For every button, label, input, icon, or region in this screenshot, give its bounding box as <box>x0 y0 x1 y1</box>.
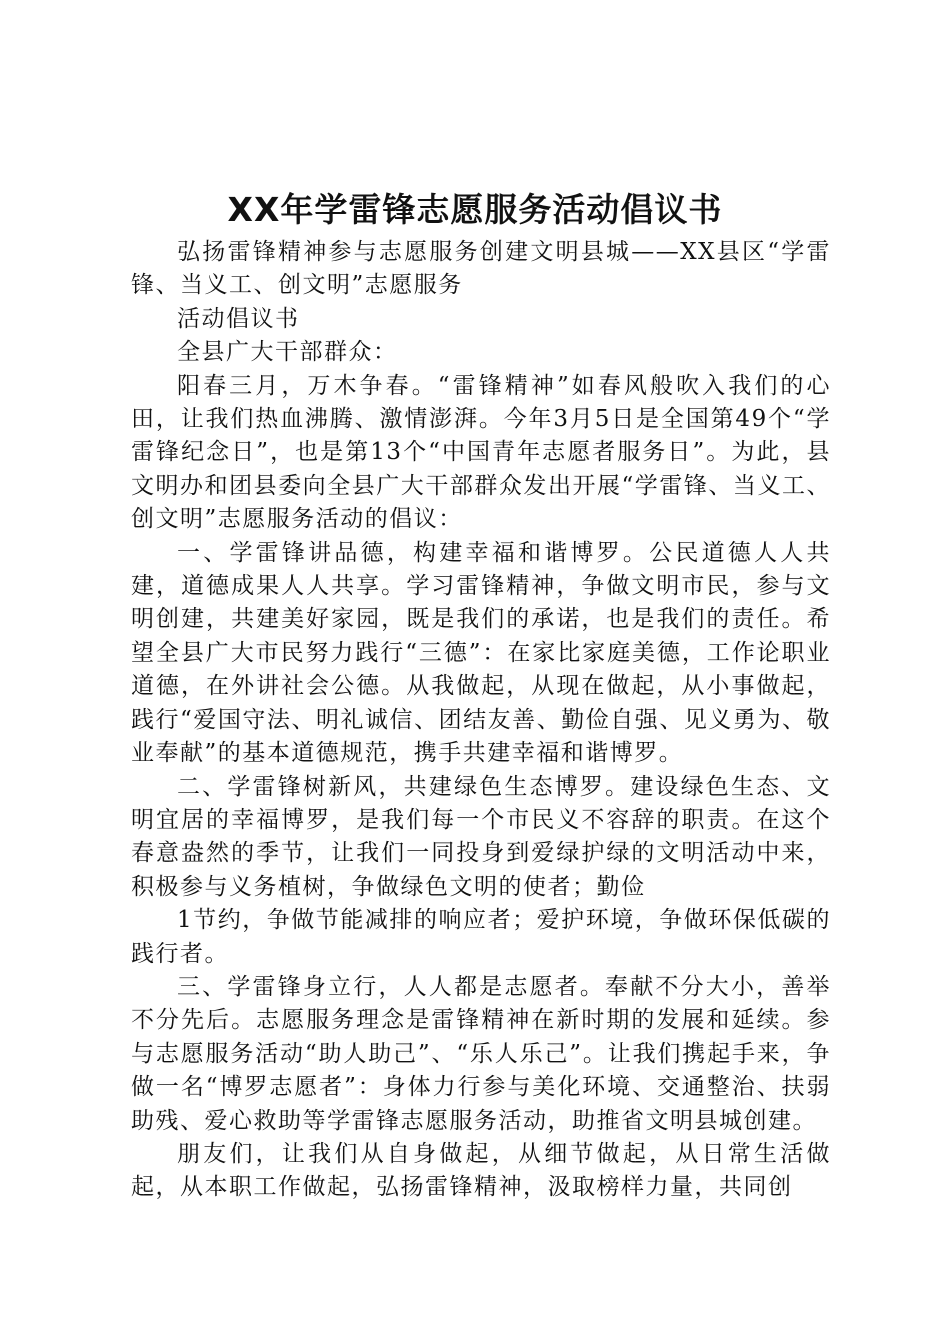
paragraph-subtitle: 弘扬雷锋精神参与志愿服务创建文明县城——XX县区“学雷锋、当义工、创文明”志愿服务 <box>131 239 831 299</box>
paragraph-point-two-continued: 1节约，争做节能减排的响应者；爱护环境，争做环保低碳的践行者。 <box>131 907 831 967</box>
paragraph-point-one: 一、学雷锋讲品德，构建幸福和谐博罗。公民道德人人共建，道德成果人人共享。学习雷锋精神，争做文明市民，参与文明创建，共建美好家园，既是我们的承诺，也是我们的责任。希望全县广大市民努力践行“三德”：在家比家庭美德，工作论职业道德，在外讲社会公德。从我做起，从现在做起，从小事做起，践行“爱国守法、明礼诚信、团结友善、勤俭自强、见义勇为、敬业奉献”的基本道德规范，携手共建幸福和谐博罗。 <box>131 539 831 767</box>
paragraph-point-three: 三、学雷锋身立行，人人都是志愿者。奉献不分大小，善举不分先后。志愿服务理念是雷锋精神在新时期的发展和延续。参与志愿服务活动“助人助己”、“乐人乐己”。让我们携起手来，争做一名“博罗志愿者”：身体力行参与美化环境、交通整治、扶弱助残、爱心救助等学雷锋志愿服务活动，助推省文明县城创建。 <box>131 973 831 1134</box>
paragraph-intro: 阳春三月，万木争春。“雷锋精神”如春风般吹入我们的心田，让我们热血沸腾、激情澎湃。今年3月5日是全国第49个“学雷锋纪念日”，也是第13个“中国青年志愿者服务日”。为此，县文明办和团县委向全县广大干部群众发出开展“学雷锋、当义工、创文明”志愿服务活动的倡议： <box>131 372 831 533</box>
paragraph-point-two: 二、学雷锋树新风，共建绿色生态博罗。建设绿色生态、文明宜居的幸福博罗，是我们每一个市民义不容辞的职责。在这个春意盎然的季节，让我们一同投身到爱绿护绿的文明活动中来，积极参与义务植树，争做绿色文明的使者；勤俭 <box>131 773 831 900</box>
paragraph-closing: 朋友们，让我们从自身做起，从细节做起，从日常生活做起，从本职工作做起，弘扬雷锋精神，汲取榜样力量，共同创 <box>131 1140 831 1201</box>
document-title: XX年学雷锋志愿服务活动倡议书 <box>227 190 723 229</box>
paragraph-salutation: 全县广大干部群众： <box>177 339 398 366</box>
paragraph-subtitle-continued: 活动倡议书 <box>177 305 300 332</box>
document-body <box>131 236 831 1205</box>
